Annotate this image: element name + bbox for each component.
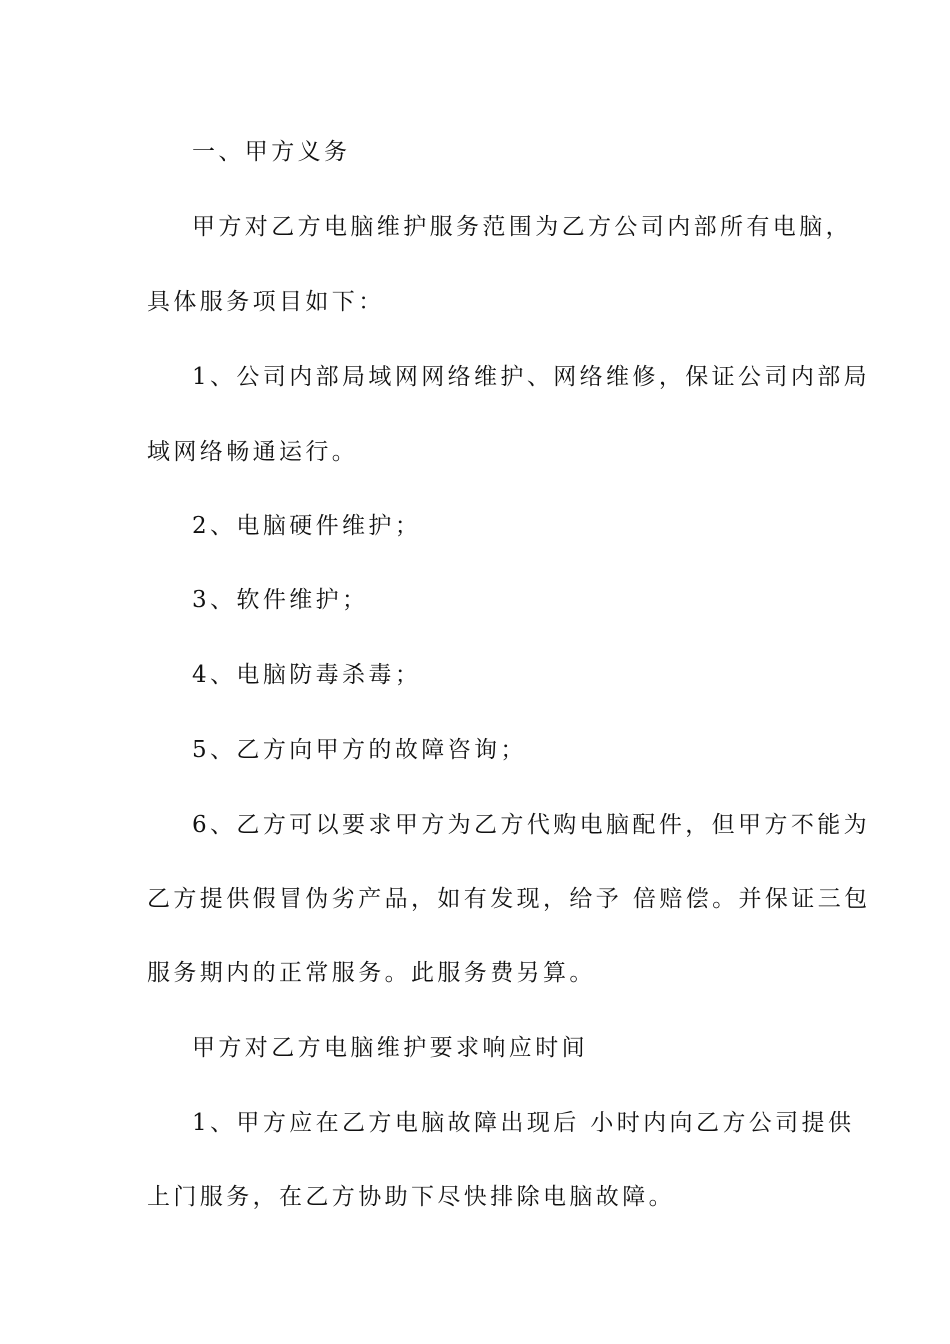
list-item-6-line-3: 服务期内的正常服务。此服务费另算。 bbox=[147, 960, 596, 986]
response-item-1-line-2: 上门服务，在乙方协助下尽快排除电脑故障。 bbox=[147, 1184, 675, 1210]
list-item-1-line-1: 1、公司内部局域网网络维护、网络维修，保证公司内部局 bbox=[192, 364, 871, 390]
list-item-5: 5、乙方向甲方的故障咨询； bbox=[192, 737, 527, 763]
service-scope-paragraph-line-2: 具体服务项目如下： bbox=[147, 289, 385, 315]
response-item-1-line-1: 1、甲方应在乙方电脑故障出现后 小时内向乙方公司提供 bbox=[192, 1110, 855, 1136]
service-scope-paragraph-line-1: 甲方对乙方电脑维护服务范围为乙方公司内部所有电脑， bbox=[192, 214, 852, 240]
list-item-3: 3、软件维护； bbox=[192, 587, 369, 613]
list-item-1-line-2: 域网络畅通运行。 bbox=[147, 439, 359, 465]
section-heading-response-time: 甲方对乙方电脑维护要求响应时间 bbox=[192, 1035, 588, 1061]
list-item-4: 4、电脑防毒杀毒； bbox=[192, 662, 422, 688]
list-item-2: 2、电脑硬件维护； bbox=[192, 513, 422, 539]
list-item-6-line-1: 6、乙方可以要求甲方为乙方代购电脑配件，但甲方不能为 bbox=[192, 812, 871, 838]
section-heading-party-a-obligations: 一、甲方义务 bbox=[192, 139, 351, 165]
list-item-6-line-2: 乙方提供假冒伪劣产品，如有发现，给予 倍赔偿。并保证三包 bbox=[147, 886, 871, 912]
